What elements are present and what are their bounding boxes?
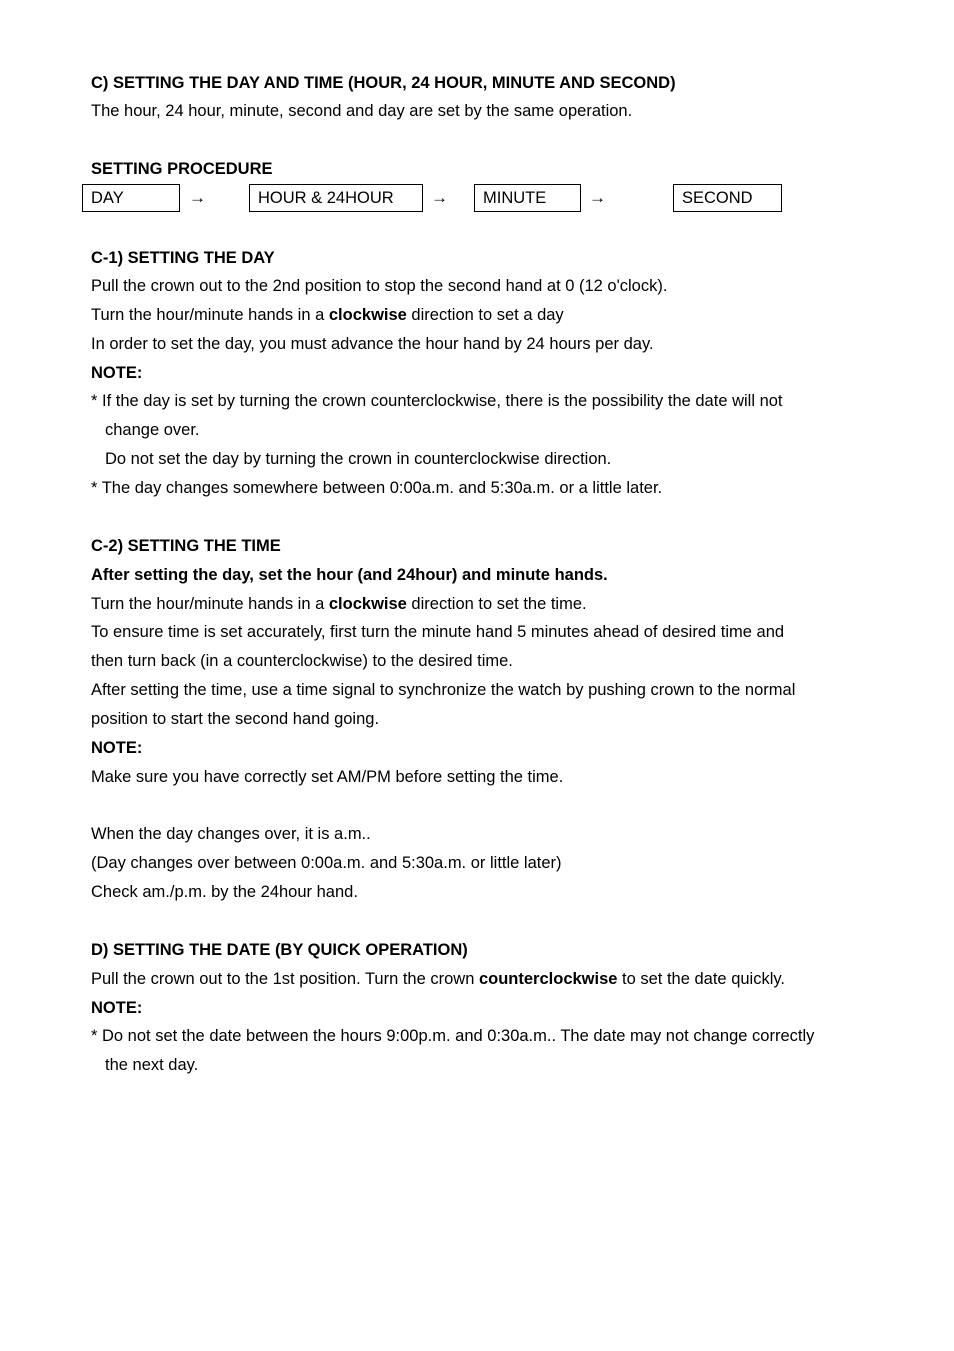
c2-line3: then turn back (in a counterclockwise) to the desired time. (91, 652, 513, 670)
section-c-intro: The hour, 24 hour, minute, second and day are set by the same operation. (91, 102, 633, 120)
arrow-right-icon: → (431, 188, 448, 207)
arrow-right-icon: → (189, 188, 206, 207)
c1-note-label: NOTE: (91, 364, 143, 382)
procedure-title: SETTING PROCEDURE (91, 160, 273, 178)
c2-note2: When the day changes over, it is a.m.. (91, 825, 371, 843)
c2-title: C-2) SETTING THE TIME (91, 537, 281, 555)
c2-subtitle: After setting the day, set the hour (and 24hour) and minute hands. (91, 566, 608, 584)
section-d-line1: Pull the crown out to the 1st position. Turn the crown counterclockwise to set the date quickly. (91, 970, 785, 988)
step-box-day: DAY (82, 184, 180, 212)
c1-note1a: * If the day is set by turning the crown counterclockwise, there is the possibility the date will not (91, 392, 783, 410)
c2-line4: After setting the time, use a time signal to synchronize the watch by pushing crown to the normal (91, 681, 796, 699)
c2-line2: To ensure time is set accurately, first turn the minute hand 5 minutes ahead of desired time and (91, 623, 785, 641)
section-d-note-label: NOTE: (91, 999, 143, 1017)
c2-note3: (Day changes over between 0:00a.m. and 5:30a.m. or little later) (91, 854, 562, 872)
c1-line2: Turn the hour/minute hands in a clockwise direction to set a day (91, 306, 564, 324)
c2-note1: Make sure you have correctly set AM/PM before setting the time. (91, 768, 564, 786)
arrow-right-icon: → (589, 188, 606, 207)
c1-note1c: Do not set the day by turning the crown in counterclockwise direction. (105, 450, 612, 468)
c2-line1: Turn the hour/minute hands in a clockwise direction to set the time. (91, 595, 587, 613)
c1-note2: * The day changes somewhere between 0:00a.m. and 5:30a.m. or a little later. (91, 479, 663, 497)
c1-note1b: change over. (105, 421, 200, 439)
c1-line3: In order to set the day, you must advance the hour hand by 24 hours per day. (91, 335, 654, 353)
c1-title: C-1) SETTING THE DAY (91, 249, 275, 267)
c2-note4: Check am./p.m. by the 24hour hand. (91, 883, 358, 901)
c1-line1: Pull the crown out to the 2nd position to stop the second hand at 0 (12 o'clock). (91, 277, 668, 295)
c2-line5: position to start the second hand going. (91, 710, 380, 728)
section-d-note1b: the next day. (105, 1056, 199, 1074)
step-box-minute: MINUTE (474, 184, 581, 212)
section-c-title: C) SETTING THE DAY AND TIME (HOUR, 24 HOUR, MINUTE AND SECOND) (91, 74, 676, 92)
step-box-hour: HOUR & 24HOUR (249, 184, 423, 212)
section-d-title: D) SETTING THE DATE (BY QUICK OPERATION) (91, 941, 468, 959)
c2-note-label: NOTE: (91, 739, 143, 757)
section-d-note1a: * Do not set the date between the hours 9:00p.m. and 0:30a.m.. The date may not change correctly (91, 1027, 815, 1045)
step-box-second: SECOND (673, 184, 782, 212)
